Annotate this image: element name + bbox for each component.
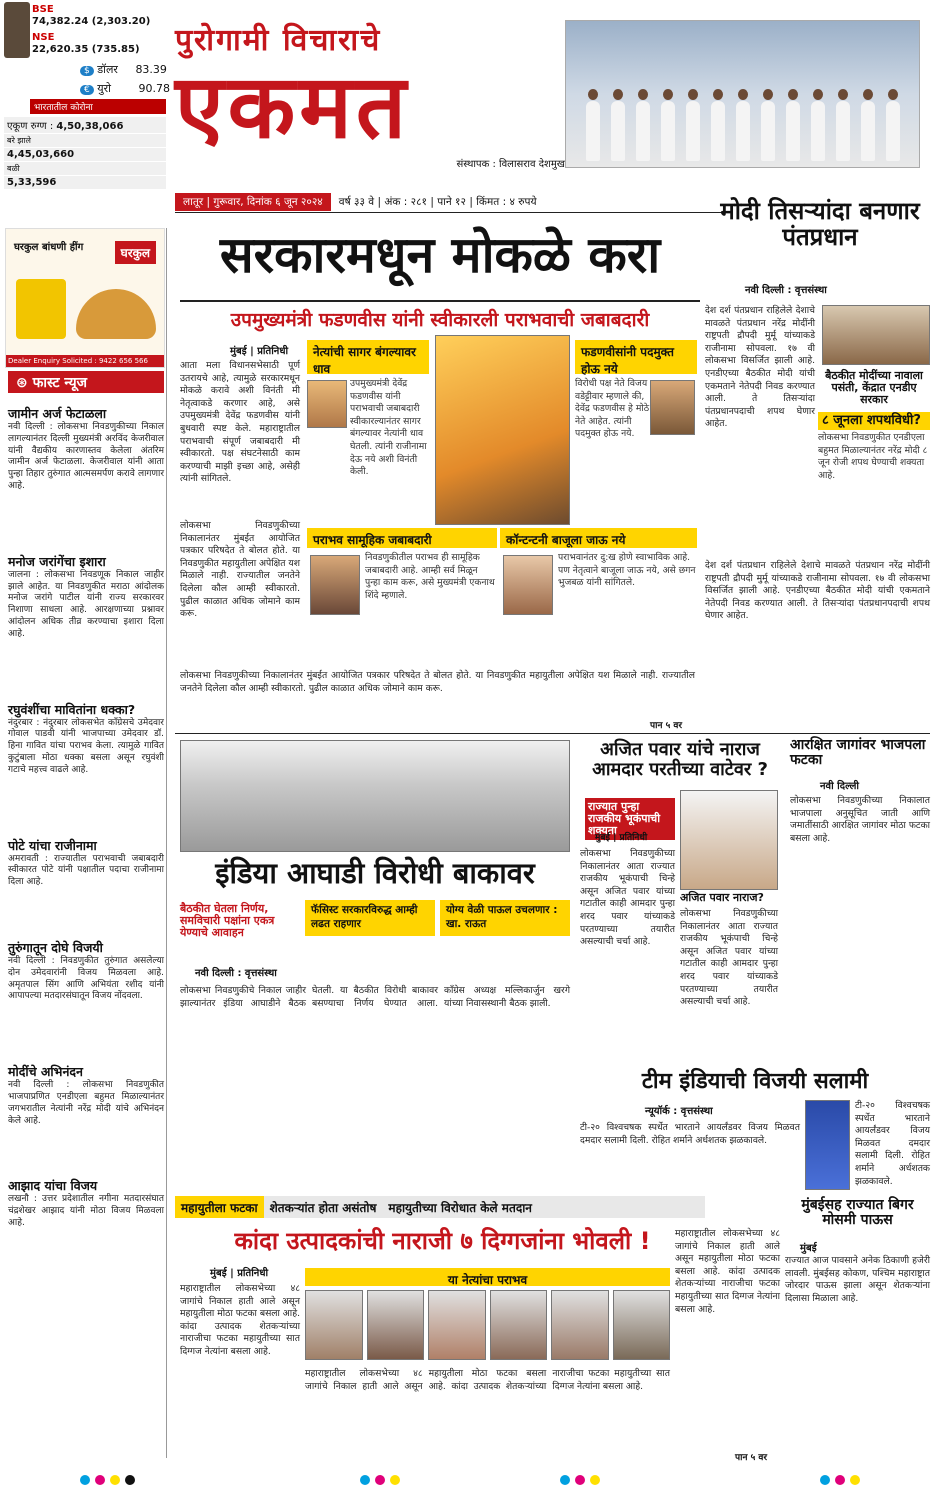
registration-mark <box>390 1475 400 1485</box>
list-item <box>8 405 164 493</box>
registration-mark <box>95 1475 105 1485</box>
fast-news-column <box>8 400 164 1460</box>
fast-news-header <box>8 371 164 393</box>
ajit-body: लोकसभा निवडणुकीच्या निकालानंतर आता राज्यात राजकीय भूकंपाची चिन्हे असून अजित पवार यांच्या गटातील काही आमदार पुन्हा शरद पवार यांच्याकडे परतण्याच्या तयारीत असल्याची चर्चा आहे. <box>580 848 675 948</box>
leader-photo <box>551 1290 609 1360</box>
jar-icon <box>16 279 66 339</box>
team-body: टी-२० विश्वचषक स्पर्धेत भारताने आयर्लंडवर विजय मिळवत दमदार सलामी दिली. रोहित शर्माने अर्धशतक झळकावले. <box>580 1122 800 1146</box>
list-item <box>8 837 164 889</box>
leader-photo <box>367 1290 425 1360</box>
defeated-leaders-row <box>305 1290 670 1360</box>
ad-dealer: Dealer Enquiry Solicited : 9422 656 566 <box>6 355 164 367</box>
ad-title: घरकुल बांधणी हींग <box>14 242 84 253</box>
main-subheadline: उपमुख्यमंत्री फडणवीस यांनी स्वीकारली पराभवाची जबाबदारी <box>230 309 650 331</box>
masthead-founder: संस्थापक : विलासराव देशमुख <box>456 159 565 170</box>
team-headline: टीम इंडियाची विजयी सलामी <box>641 1069 869 1094</box>
news-title: मोदींचे अभिनंदन <box>8 1064 83 1080</box>
main-byline: मुंबई | प्रतिनिधी <box>230 346 289 357</box>
modi-headline: मोदी तिसऱ्यांदा बनणार पंतप्रधान <box>720 197 920 252</box>
news-body: अमरावती : राज्यातील पराभवाची जबाबदारी स्वीकारत पोटे यांनी पक्षातील पदाचा राजीनामा दिला आहे. <box>8 853 164 888</box>
euro-label: युरो <box>97 82 111 95</box>
ad-gharkul <box>5 228 165 368</box>
rain-body: राज्यात आज पावसाने अनेक ठिकाणी हजेरी लावली. मुंबईसह कोकण, पश्चिम महाराष्ट्रात जोरदार पाऊस झाला असून शेतकऱ्यांना दिलासा मिळाला आहे. <box>785 1255 930 1304</box>
fast-news-label: फास्ट न्यूज <box>32 375 88 391</box>
shinde-photo <box>310 555 360 615</box>
ajit-photo <box>680 790 778 890</box>
leader-photo <box>428 1290 486 1360</box>
registration-mark <box>360 1475 370 1485</box>
dateline-date: लातूर | गुरूवार, दिनांक ६ जून २०२४ <box>175 193 331 211</box>
nda-leaders-photo <box>565 20 920 168</box>
india-body: लोकसभा निवडणुकीचे निकाल जाहीर झाल्यानंतर इंडिया आघाडीने बैठक घेतली. या बैठकीत विरोधी बाकावर बसण्याचा निर्णय घेण्यात आला. काँग्रेस अध्यक्ष मल्लिकार्जुन खरगे यांच्या निवासस्थानी बैठक झाली. <box>180 985 570 1009</box>
reserved-body: लोकसभा निवडणुकीच्या निकालात भाजपाला अनुसूचित जाती आणि जमातींसाठी आरक्षित जागांवर मोठा फटका बसला आहे. <box>790 795 931 844</box>
box-contant-body: पराभवानंतर दु:ख होणे स्वाभाविक आहे. पण नेतृत्वाने बाजूला जाऊ नये, असे छगन भुजबळ यांनी सांगितले. <box>558 552 696 589</box>
news-body: नवी दिल्ली : लोकसभा निवडणुकीच्या निकाल लागल्यानंतर दिल्ली मुख्यमंत्री अरविंद केजरीवाल यांनी वैद्यकीय कारणास्तव केलेला अंतरिम जामीन अर्ज फेटाळला. केजरीवाल यांनी आता पुन्हा तिहार तुरुंगात आत्मसमर्पण करावे लागणार आहे. <box>8 422 164 491</box>
news-body: नवी दिल्ली : लोकसभा निवडणुकीत भाजपाप्रणित एनडीएला बहुमत मिळाल्यानंतर जगभरातील नेत्यांनी नरेंद्र मोदी यांचे अभिनंदन केले आहे. <box>8 1080 164 1126</box>
leader-photo <box>490 1290 548 1360</box>
deaths-label: बळी <box>4 162 166 175</box>
modi-photo <box>822 305 930 365</box>
list-item <box>8 553 164 641</box>
modi-box-body: लोकसभा निवडणुकीत एनडीएला बहुमत मिळाल्यानंतर नरेंद्र मोदी ८ जून रोजी शपथ घेण्याची शक्यता आहे. <box>818 432 928 481</box>
dollar-icon: $ <box>80 66 94 76</box>
bse-label: BSE <box>32 4 54 15</box>
masthead-brand: एकमत <box>175 55 411 158</box>
onion-byline: मुंबई | प्रतिनिधी <box>210 1268 269 1279</box>
dateline-issue: वर्ष ३३ वे | अंक : २८१ | पाने १२ | किंमत : ४ रुपये <box>338 196 537 208</box>
onion-body-2: महाराष्ट्रातील लोकसभेच्या ४८ जागांचे निकाल हाती आले असून महायुतीला मोठा फटका बसला आहे. कांदा उत्पादक शेतकऱ्यांच्या नाराजीचा फटका महायुतीच्या सात दिग्गज नेत्यांना बसला आहे. <box>305 1368 670 1392</box>
dateline <box>175 193 730 211</box>
box-padmukt-head: फडणवीसांनी पदमुक्त होऊ नये <box>575 340 697 374</box>
news-title: रघुवंशींचा मावितांना धक्का? <box>8 701 136 717</box>
list-item <box>8 939 164 1003</box>
divider <box>175 733 930 734</box>
recovered-value: 4,45,03,660 <box>4 148 166 161</box>
main-body-col1b: लोकसभा निवडणुकीच्या निकालानंतर मुंबईत आयोजित पत्रकार परिषदेत ते बोलत होते. या निवडणुकीत महायुतीला अपेक्षित यश मिळाले नाही. राज्यातील जनतेने दिलेला कौल आम्ही स्वीकारतो. पुढील काळात अधिक जोमाने काम करू. <box>180 520 300 620</box>
india-box2: योग्य वेळी पाऊल उचलणार : खा. राऊत <box>440 900 570 936</box>
reserved-headline: आरक्षित जागांवर भाजपला फटका <box>790 737 926 769</box>
masthead <box>175 18 565 178</box>
nse-label: NSE <box>32 32 55 43</box>
leader-photo <box>613 1290 671 1360</box>
modi-body: देश दर्श पंतप्रधान राहिलेले देशाचे मावळते पंतप्रधान नरेंद्र मोदींनी राष्ट्रपती द्रौपदी मुर्मू यांच्याकडे राजीनामा सोपवला. १७ वी लोकसभा विसर्जित झाली आहे. एनडीएच्या बैठकीत मोदी यांची एकमताने नेतेपदी निवड करण्यात आली. ते तिसऱ्यांदा पंतप्रधानपदाची शपथ घेणार आहेत. <box>705 305 815 430</box>
total-value: 4,50,38,066 <box>56 121 124 132</box>
rain-byline: मुंबई <box>800 1243 817 1254</box>
registration-mark <box>835 1475 845 1485</box>
main-body-col1: आता मला विधानसभेसाठी पूर्ण उतरायचे आहे, त्यामुळे सरकारमधून मोकळे करावे अशी विनंती मी नेतृत्वाकडे करणार आहे, असे उपमुख्यमंत्री देवेंद्र फडणवीस यांनी बुधवारी स्पष्ट केले. महाराष्ट्रातील पराभवाची संपूर्ण जबाबदारी मी स्वीकारतो. पक्ष संघटनेसाठी काम करण्याची माझी इच्छा आहे, असेही त्यांनी सांगितले. <box>180 360 300 485</box>
team-byline: न्यूयॉर्क : वृत्तसंस्था <box>645 1106 713 1117</box>
news-title: जामीन अर्ज फेटाळला <box>8 406 107 421</box>
masthead-tagline: पुरोगामी विचाराचे <box>175 23 382 58</box>
leader-photo <box>650 380 695 435</box>
onion-body-3: महाराष्ट्रातील लोकसभेच्या ४८ जागांचे निकाल हाती आले असून महायुतीला मोठा फटका बसला आहे. कांदा उत्पादक शेतकऱ्यांच्या नाराजीचा फटका महायुतीच्या सात दिग्गज नेत्यांना बसला आहे. <box>675 1228 780 1315</box>
leader-photo <box>305 1290 363 1360</box>
registration-mark <box>850 1475 860 1485</box>
india-headline: इंडिया आघाडी विरोधी बाकावर <box>215 856 535 890</box>
dollar-value: 83.39 <box>135 63 167 76</box>
cricketer-photo <box>805 1100 850 1190</box>
registration-mark <box>590 1475 600 1485</box>
column-divider <box>166 228 167 1458</box>
registration-mark <box>80 1475 90 1485</box>
india-byline: नवी दिल्ली : वृत्तसंस्था <box>195 968 277 979</box>
box-sagar-head: नेत्यांची सागर बंगल्यावर धाव <box>307 340 429 374</box>
box-padmukt-body: विरोधी पक्ष नेते विजय वडेट्टीवार म्हणाले की, देवेंद्र फडणवीस हे मोठे नेते आहेत. त्यांनी पदमुक्त होऊ नये. <box>575 378 650 440</box>
corona-label: भारतातील कोरोना <box>30 99 166 114</box>
dollar-label: डॉलर <box>97 63 118 76</box>
box-samuhik-body: निवडणुकीतील पराभव ही सामूहिक जबाबदारी आहे. आम्ही सर्व मिळून पुन्हा काम करू, असे मुख्यमंत्री एकनाथ शिंदे म्हणाले. <box>365 552 495 601</box>
main-body-continuation: लोकसभा निवडणुकीच्या निकालानंतर मुंबईत आयोजित पत्रकार परिषदेत ते बोलत होते. या निवडणुकीत महायुतीला अपेक्षित यश मिळाले नाही. राज्यातील जनतेने दिलेला कौल आम्ही स्वीकारतो. पुढील काळात अधिक जोमाने काम करू. <box>180 670 695 694</box>
registration-mark <box>820 1475 830 1485</box>
ribbon-part1: शेतकऱ्यांत होता असंतोष <box>269 1201 377 1215</box>
modi-box-question: ८ जूनला शपथविधी? <box>818 412 930 430</box>
registration-mark <box>125 1475 135 1485</box>
news-body: जालना : लोकसभा निवडणूक निकाल जाहीर झाले आहेत. या निवडणुकीत मराठा आंदोलक मनोज जरांगे पाटील यांनी राज्य सरकारवर निशाणा साधला आहे. आरक्षणाच्या प्रश्नावर आंदोलन अधिक तीव्र करण्याचा इशारा दिला आहे. <box>8 569 164 639</box>
total-label: एकूण रुग्ण <box>7 121 47 132</box>
nse-value: 22,620.35 (735.85) <box>32 44 140 55</box>
ribbon-tag: महायुतीला फटका <box>175 1196 264 1218</box>
india-meeting-photo <box>180 740 570 852</box>
ribbon-part2: महायुतीच्या विरोधात केले मतदान <box>388 1201 532 1215</box>
onion-box-head: या नेत्यांचा पराभव <box>305 1268 670 1286</box>
news-title: पोटे यांचा राजीनामा <box>8 837 97 853</box>
ajit-caption: अजित पवार नाराज? <box>680 891 764 904</box>
news-title: तुरुंगातून दोघे विजयी <box>8 939 103 955</box>
list-item <box>8 701 164 777</box>
ajit-body-2: लोकसभा निवडणुकीच्या निकालानंतर आता राज्यात राजकीय भूकंपाची चिन्हे असून अजित पवार यांच्या गटातील काही आमदार पुन्हा शरद पवार यांच्याकडे परतण्याच्या तयारीत असल्याची चर्चा आहे. <box>680 908 778 1008</box>
news-body: नवी दिल्ली : निवडणुकीत तुरुंगात असलेल्या दोन उमेदवारांनी विजय मिळवला आहे. अमृतपाल सिंग आणि अभियंता रशीद यांनी आपापल्या मतदारसंघातून विजय नोंदवला. <box>8 955 164 1002</box>
euro-value: 90.78 <box>138 82 170 95</box>
onion-headline: कांदा उत्पादकांची नाराजी ७ दिग्गजांना भोवली ! <box>234 1227 651 1255</box>
list-item <box>8 1063 164 1127</box>
news-body: नंदुरबार : नंदुरबार लोकसभेत काँग्रेसचे उमेदवार गोवाल पाडवी यांनी भाजपाच्या उमेदवार डॉ. हिना गावित यांचा पराभव केला. त्यामुळे गावित कुटुंबाला मोठा धक्का बसला असून रघुवंशी गटाचे महत्त्व वाढले आहे. <box>8 717 164 775</box>
divider <box>175 212 730 213</box>
modi-body-more: देश दर्श पंतप्रधान राहिलेले देशाचे मावळते पंतप्रधान नरेंद्र मोदींनी राष्ट्रपती द्रौपदी मुर्मू यांच्याकडे राजीनामा सोपवला. १७ वी लोकसभा विसर्जित झाली आहे. एनडीएच्या बैठकीत मोदी यांची एकमताने नेतेपदी निवड करण्यात आली. ते तिसऱ्यांदा पंतप्रधानपदाची शपथ घेणार आहेत. <box>705 560 930 622</box>
euro-icon: € <box>80 85 94 95</box>
onion-body: महाराष्ट्रातील लोकसभेच्या ४८ जागांचे निकाल हाती आले असून महायुतीला मोठा फटका बसला आहे. कांदा उत्पादक शेतकऱ्यांच्या नाराजीचा फटका महायुतीच्या सात दिग्गज नेत्यांना बसला आहे. <box>180 1283 300 1357</box>
fast-news-icon: ⊛ <box>16 375 28 391</box>
reserved-byline: नवी दिल्ली <box>820 781 859 792</box>
bhujbal-photo <box>503 555 553 615</box>
registration-mark <box>560 1475 570 1485</box>
india-subhead: बैठकीत घेतला निर्णय, समविचारी पक्षांना एकत्र येण्याचे आवाहन <box>180 902 275 940</box>
registration-mark <box>575 1475 585 1485</box>
box-sagar-body: उपमुख्यमंत्री देवेंद्र फडणवीस यांनी पराभवाची जबाबदारी स्वीकारल्यानंतर सागर बंगल्यावर नेत्यांनी धाव घेतली. त्यांनी राजीनामा देऊ नये अशी विनंती केली. <box>350 378 427 478</box>
modi-box-head: बैठकीत मोदींच्या नावाला पसंती, केंद्रात एनडीए सरकार <box>825 369 923 407</box>
continued-label: पान ५ वर <box>650 721 683 731</box>
box-samuhik-head: पराभव सामूहिक जबाबदारी <box>307 528 497 548</box>
recovered-label: बरे झाले <box>4 134 166 147</box>
rain-headline: मुंबईसह राज्यात बिगर मोसमी पाऊस <box>801 1197 914 1229</box>
market-ticker: BSE 74,382.24 (2,303.20) NSE 22,620.35 (735.85) $ डॉलर 83.39 € युरो 90.78 भारतातील कोरोना एकूण रुग्ण : 4,50,38,066 बरे झाले 4,45,03,660 बळी 5,33,596 <box>0 0 170 210</box>
ad-brand: घरकुल <box>115 241 156 264</box>
india-box1: फॅसिस्ट सरकारविरुद्ध आम्ही लढत राहणार <box>305 900 435 936</box>
bse-value: 74,382.24 (2,303.20) <box>32 16 151 27</box>
registration-mark <box>375 1475 385 1485</box>
leader-photo <box>307 380 347 428</box>
bull-icon <box>4 2 30 58</box>
ajit-box: राज्यात पुन्हा राजकीय भूकंपाची शक्यता <box>585 798 675 840</box>
ajit-byline: मुंबई | प्रतिनिधी <box>595 833 648 843</box>
ajit-headline: अजित पवार यांचे नाराज आमदार परतीच्या वाटेवर ? <box>592 739 768 780</box>
list-item <box>8 1177 164 1229</box>
deaths-value: 5,33,596 <box>4 176 166 189</box>
bowl-icon <box>76 289 156 339</box>
news-title: आझाद यांचा विजय <box>8 1178 98 1194</box>
modi-byline: नवी दिल्ली : वृत्तसंस्था <box>745 285 827 296</box>
divider <box>180 300 700 302</box>
main-headline: सरकारमधून मोकळे करा <box>219 226 661 284</box>
box-contant-head: कॉन्टन्टनी बाजूला जाऊ नये <box>500 528 697 548</box>
registration-mark <box>110 1475 120 1485</box>
news-title: मनोज जरांगेंचा इशारा <box>8 553 106 569</box>
news-body: लखनौ : उत्तर प्रदेशातील नगीना मतदारसंघात चंद्रशेखर आझाद यांनी मोठा विजय मिळवला आहे. <box>8 1194 164 1228</box>
onion-continued: पान ५ वर <box>735 1453 768 1463</box>
team-body-2: टी-२० विश्वचषक स्पर्धेत भारताने आयर्लंडवर विजय मिळवत दमदार सलामी दिली. रोहित शर्माने अर्धशतक झळकावले. <box>855 1100 930 1187</box>
fadnavis-photo <box>435 335 570 525</box>
ribbon <box>175 1196 705 1218</box>
